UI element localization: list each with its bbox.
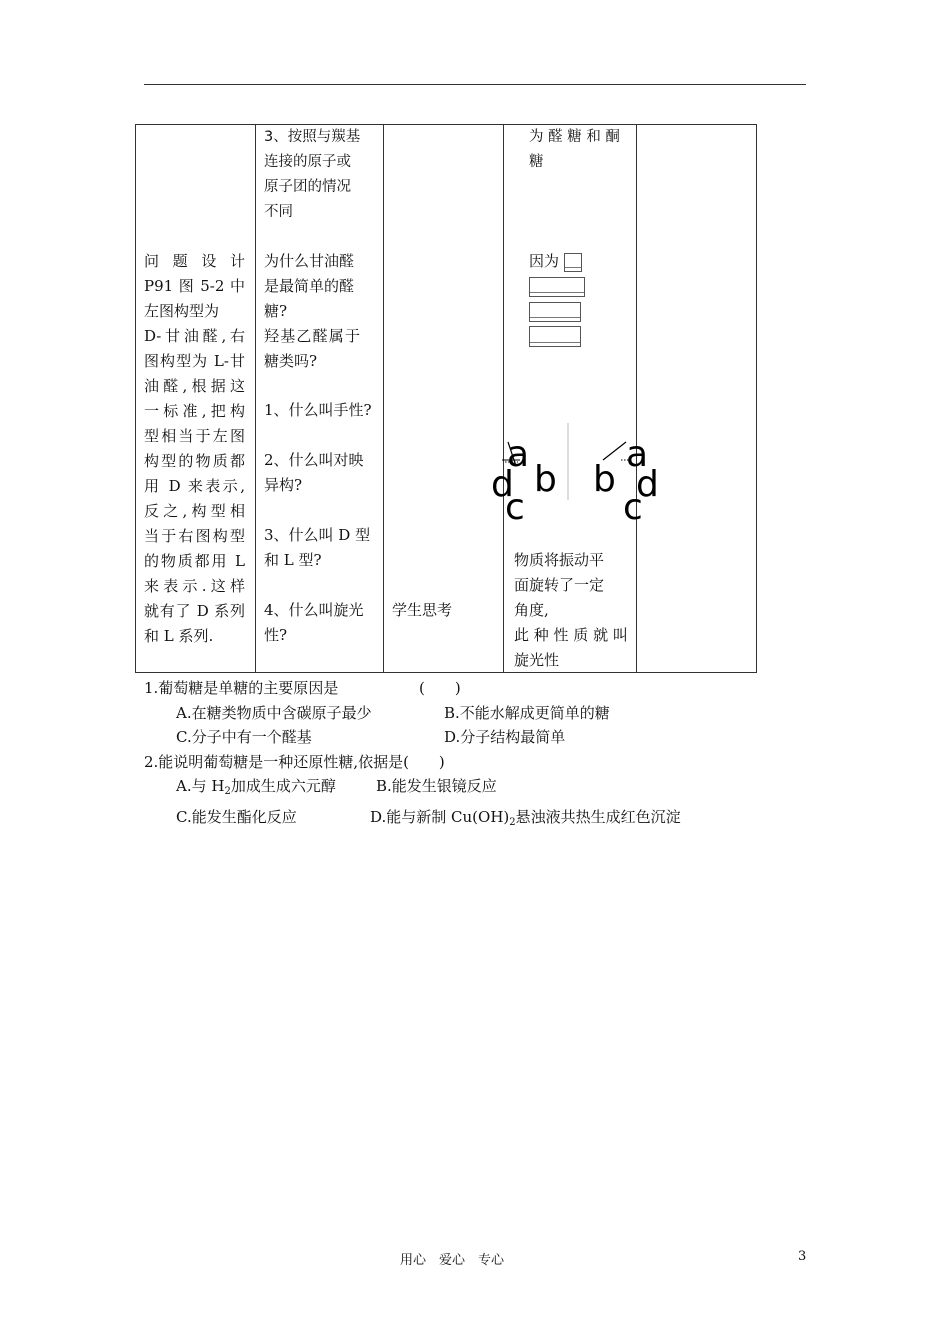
problem-design-text	[144, 249, 245, 649]
formula-box	[529, 302, 581, 322]
question-text: 2.能说明葡萄糖是一种还原性糖,依据是( )	[144, 752, 445, 771]
text-line: 图构型为 L-甘	[144, 352, 245, 370]
aldose-ketose-text	[529, 125, 629, 175]
text-line: 和 L 型?	[264, 551, 322, 569]
question-d-l-type	[264, 523, 370, 573]
subscript: 2	[509, 816, 516, 828]
substituent-c-left: c	[505, 487, 525, 528]
text-line: 角度,	[514, 601, 549, 619]
because-text	[529, 249, 559, 274]
text-line: 物质将振动平	[514, 551, 605, 569]
option-c: C.能发生酯化反应	[176, 807, 297, 826]
option-text: A.与 H	[176, 777, 225, 795]
text-line: 异构?	[264, 476, 303, 494]
text-line: 油醛,根据这	[144, 377, 245, 395]
option-text: 加成生成六元醇	[230, 777, 336, 795]
text-line: 性?	[264, 626, 288, 644]
question-text: 1.葡萄糖是单糖的主要原因是	[144, 679, 339, 697]
question-1-options-ab	[144, 701, 610, 726]
answer-blank: ( )	[419, 679, 461, 697]
subscript: 2	[224, 786, 231, 797]
text-line: D-甘油醛,右	[144, 327, 245, 345]
text-line: 型相当于左图	[144, 427, 245, 445]
text-line: 2、什么叫对映	[264, 451, 364, 469]
column-divider	[255, 125, 256, 672]
text-line: 学生思考	[392, 601, 453, 619]
substituent-b-right: b	[593, 459, 616, 500]
text-line: 3、什么叫 D 型	[264, 526, 371, 544]
page-number: 3	[798, 1249, 807, 1264]
text-line: 连接的原子或	[264, 154, 351, 170]
text-line: 1、什么叫手性?	[264, 401, 372, 419]
substituent-b-left: b	[534, 459, 557, 500]
option-b: B.不能水解成更简单的糖	[444, 703, 610, 722]
text-line: 是最简单的醛	[264, 277, 355, 295]
question-glyceraldehyde	[264, 249, 374, 374]
text-line: 和 L 系列.	[144, 627, 214, 645]
header-rule	[144, 84, 806, 85]
text-line: 来表示.这样	[144, 577, 245, 595]
text-line: P91 图 5-2 中	[144, 277, 245, 295]
text-line: 用 D 来表示,	[144, 477, 245, 495]
text-line: 3、按照与羰基	[264, 129, 361, 145]
exercise-questions	[144, 676, 681, 829]
question-1-options-cd	[144, 725, 566, 750]
formula-box	[564, 253, 582, 272]
question-1-stem	[144, 676, 461, 701]
formula-box	[529, 277, 585, 297]
substituent-a-left: a	[507, 434, 530, 475]
option-d	[370, 805, 681, 836]
text-line: 构型的物质都	[144, 452, 245, 470]
substituent-d-left: d	[491, 464, 514, 505]
question-optical-rotation	[264, 598, 364, 648]
text-line: 此 种 性 质 就 叫	[514, 626, 628, 644]
text-line: 不同	[264, 204, 293, 220]
text-line: 羟基乙醛属于	[264, 327, 362, 345]
option-d: D.分子结构最简单	[444, 728, 566, 746]
option-a: A.在糖类物质中含碳原子最少	[176, 703, 372, 722]
text-line: 一标准,把构	[144, 402, 245, 420]
question-2-stem	[144, 750, 445, 775]
text-line: 旋光性	[514, 651, 560, 669]
text-line: 糖类吗?	[264, 352, 318, 370]
option-a	[176, 777, 336, 795]
optical-rotation-explanation	[514, 548, 629, 673]
footer-motto: 用心 爱心 专心	[400, 1253, 505, 1268]
text-line: 反之,构型相	[144, 502, 245, 520]
substituent-c-right: c	[623, 487, 643, 528]
substituent-d-right: d	[636, 464, 659, 505]
student-activity	[392, 598, 452, 623]
classification-heading	[264, 125, 360, 225]
text-line: 当于右图构型	[144, 527, 245, 545]
text-line: 左图构型为	[144, 302, 220, 320]
column-divider	[383, 125, 384, 672]
text-line: 问题设计	[144, 252, 245, 270]
option-text: D.能与新制 Cu(OH)	[370, 807, 510, 826]
column-divider	[636, 125, 637, 672]
text-line: 为 醛 糖 和 酮	[529, 129, 620, 145]
text-line: 糖	[529, 154, 544, 170]
option-text: 悬浊液共热生成红色沉淀	[515, 807, 681, 826]
text-line: 因为	[529, 252, 560, 270]
question-enantiomer	[264, 448, 364, 498]
question-2-options-ab	[144, 774, 497, 805]
text-line: 4、什么叫旋光	[264, 601, 364, 619]
question-chirality	[264, 398, 372, 423]
text-line: 为什么甘油醛	[264, 252, 355, 270]
column-divider	[503, 125, 504, 672]
option-b: B.能发生银镜反应	[376, 777, 497, 795]
text-line: 原子团的情况	[264, 179, 351, 195]
substituent-a-right: a	[626, 434, 649, 475]
text-line: 的物质都用 L	[144, 552, 245, 570]
text-line: 面旋转了一定	[514, 576, 605, 594]
text-line: 就有了 D 系列	[144, 602, 245, 620]
option-c: C.分子中有一个醛基	[176, 728, 312, 746]
question-2-options-cd	[144, 805, 681, 830]
text-line: 糖?	[264, 302, 288, 320]
formula-box	[529, 326, 581, 347]
